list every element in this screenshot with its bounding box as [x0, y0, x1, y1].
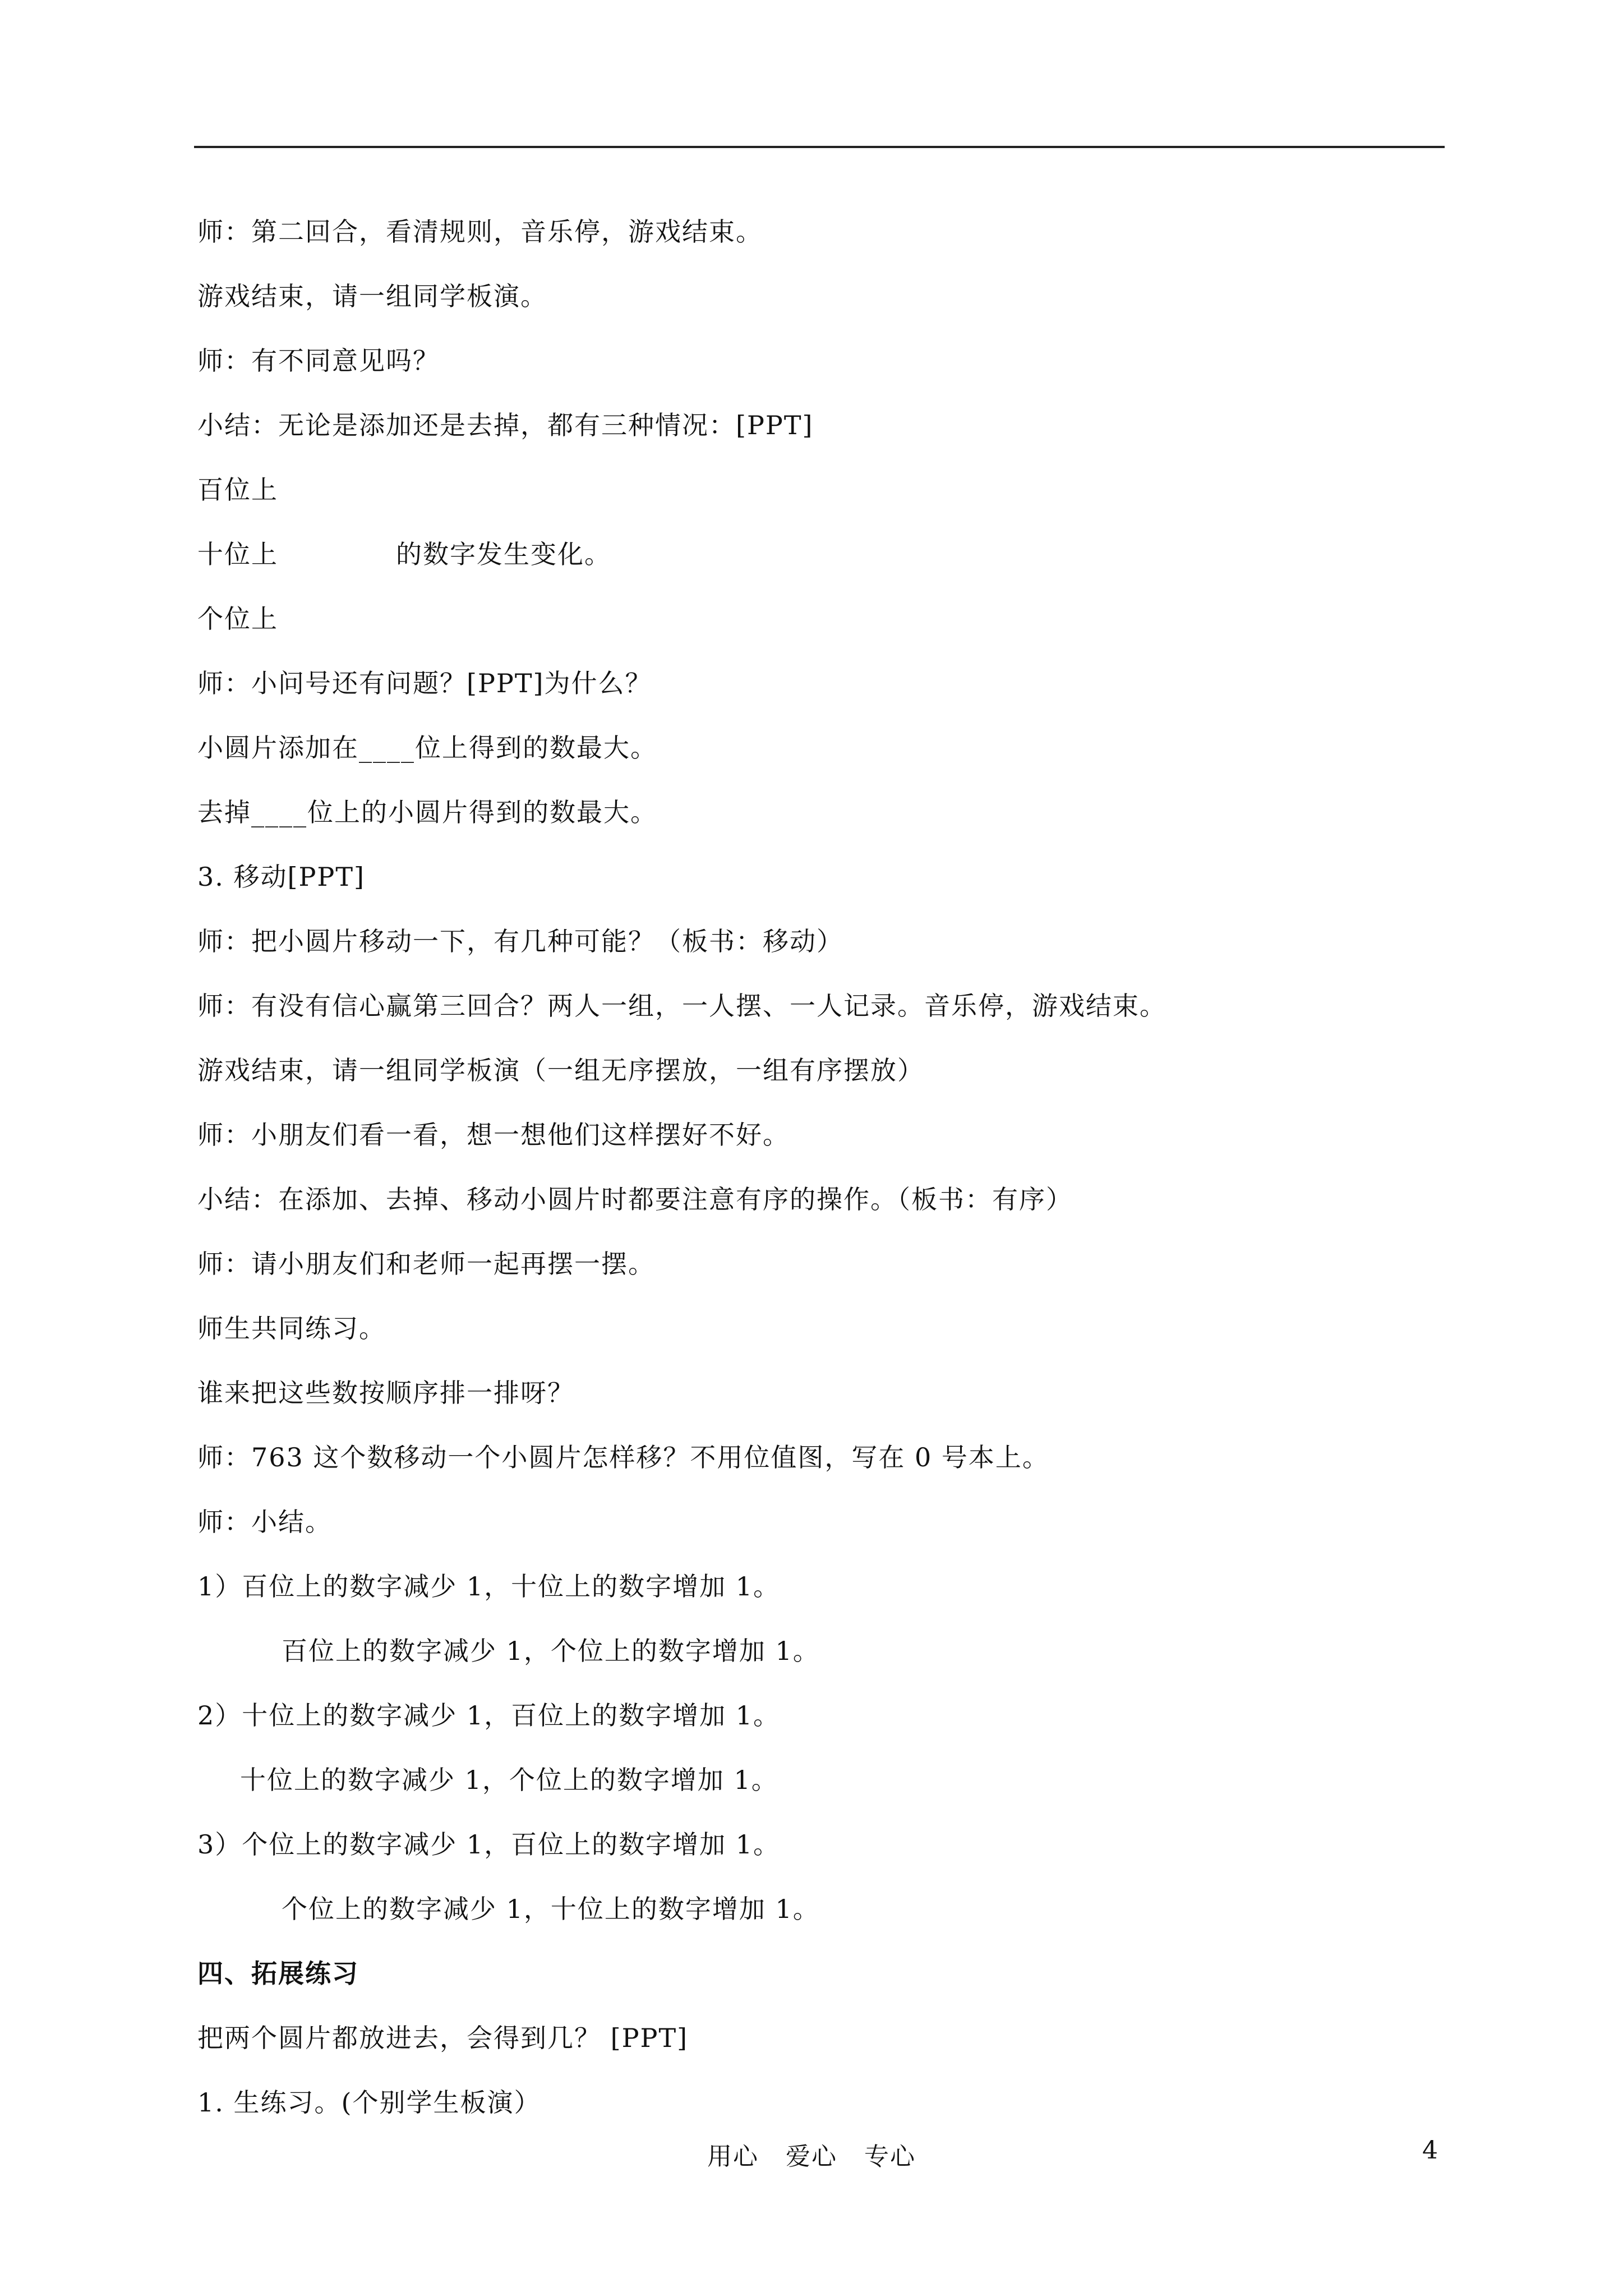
text-line — [197, 530, 1442, 595]
text-line: 师生共同练习。 — [197, 1313, 386, 1343]
text-line: 谁来把这些数按顺序排一排呀？ — [197, 1378, 574, 1408]
text-line: 师：763 这个数移动一个小圆片怎样移？不用位值图，写在 0 号本上。 — [197, 1442, 1049, 1473]
text-line: 百位上 — [197, 475, 278, 505]
text-line: 1）百位上的数字减少 1，十位上的数字增加 1。 — [197, 1571, 781, 1602]
text-line: 去掉____位上的小圆片得到的数最大。 — [197, 797, 657, 827]
text-line: 师：小结。 — [197, 1507, 332, 1537]
text-line: 2）十位上的数字减少 1，百位上的数字增加 1。 — [197, 1700, 781, 1731]
text-line: 十位上的数字减少 1，个位上的数字增加 1。 — [240, 1765, 778, 1795]
text-line: 小结：无论是添加还是去掉，都有三种情况：[PPT] — [197, 410, 814, 440]
text-line: 小结：在添加、去掉、移动小圆片时都要注意有序的操作。（板书：有序） — [197, 1184, 1073, 1214]
text-line: 小圆片添加在____位上得到的数最大。 — [197, 733, 657, 763]
text-line: 师：第二回合，看清规则，音乐停，游戏结束。 — [197, 217, 763, 247]
text-line: 个位上的数字减少 1，十位上的数字增加 1。 — [282, 1894, 820, 1924]
text-line: 师：有不同意见吗？ — [197, 346, 440, 376]
text-line: 师：有没有信心赢第三回合？两人一组，一人摆、一人记录。音乐停，游戏结束。 — [197, 991, 1166, 1021]
footer-motto: 用心 爱心 专心 — [707, 2142, 916, 2171]
text-line: 3. 移动[PPT] — [197, 862, 365, 892]
document-body — [197, 208, 1442, 2143]
section-heading: 四、拓展练习 — [197, 1958, 359, 1989]
page-number: 4 — [1422, 2136, 1438, 2165]
text-line: 把两个圆片都放进去，会得到几？ [PPT] — [197, 2023, 689, 2053]
text-line: 1. 生练习。(个别学生板演） — [197, 2087, 541, 2118]
text-line: 3）个位上的数字减少 1，百位上的数字增加 1。 — [197, 1829, 781, 1860]
text-line: 师：小问号还有问题？[PPT]为什么？ — [197, 668, 652, 698]
text-line: 个位上 — [197, 604, 278, 634]
header-rule — [194, 146, 1445, 148]
text-line: 游戏结束，请一组同学板演。 — [197, 281, 547, 311]
place-label: 十位上 — [197, 539, 278, 569]
text-line: 师：请小朋友们和老师一起再摆一摆。 — [197, 1249, 655, 1279]
text-line: 百位上的数字减少 1，个位上的数字增加 1。 — [282, 1636, 820, 1666]
text-line: 师：把小圆片移动一下，有几种可能？（板书：移动） — [197, 926, 843, 956]
text-line: 师：小朋友们看一看，想一想他们这样摆好不好。 — [197, 1120, 790, 1150]
place-suffix: 的数字发生变化。 — [396, 539, 611, 569]
text-line: 游戏结束，请一组同学板演（一组无序摆放，一组有序摆放） — [197, 1055, 924, 1085]
